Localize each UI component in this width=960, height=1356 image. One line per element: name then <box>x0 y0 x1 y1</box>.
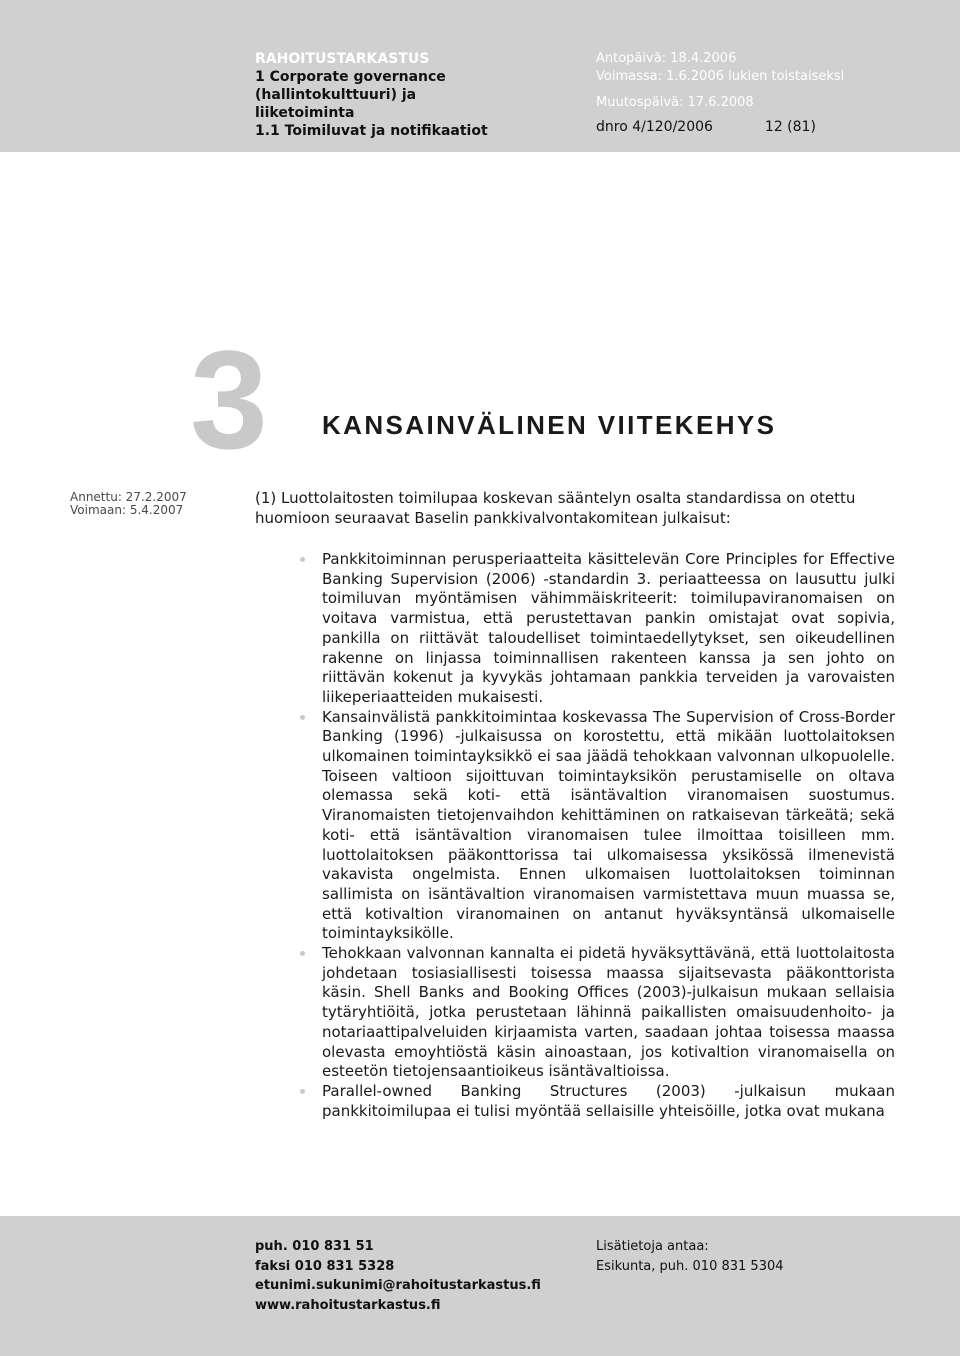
phone-number: puh. 010 831 51 <box>255 1239 374 1254</box>
header-right <box>596 50 916 136</box>
bullet-icon <box>300 715 305 720</box>
info-label: Lisätietoja antaa: <box>596 1239 709 1254</box>
list-item <box>302 550 895 708</box>
header-left <box>255 50 585 140</box>
list-item-text: Parallel-owned Banking Structures (2003) -julkaisun mukaan pankkitoimilupaa ei tulisi myöntää sellaisille yhteisöille, jotka ovat mukana <box>322 1081 895 1120</box>
website-link[interactable]: www.rahoitustarkastus.fi <box>255 1297 441 1313</box>
bullet-icon <box>300 1089 305 1094</box>
fax-number: faksi 010 831 5328 <box>255 1258 395 1274</box>
section-line-2: liiketoiminta <box>255 105 355 121</box>
list-item-text: Kansainvälistä pankkitoimintaa koskevassa The Supervision of Cross-Border Banking (1996) -julkaisussa on korostettu, että mikään luottolaitoksen ulkomainen toimintayksikkö ei saa jäädä tehokkaan valvonnan ulkopuolelle. Toiseen valtioon sijoittuvan toimintayksikön perustamiselle on oltava olemassa sekä koti- että isäntävaltion viranomaisen suostumus. Viranomaisten tietojenvaihdon kehittäminen on ratkaisevan tärkeätä; sekä koti- että isäntävaltion viranomaisen tulee ilmoittaa toisilleen mm. luottolaitoksen pääkonttorissa tai ulkomaisessa yksikössä ilmenevistä vakavista ongelmista. Ennen ulkomaisen luottolaitoksen toiminnan sallimista on isäntävaltion viranomaisen varmistettava muun muassa se, että kotivaltion viranomainen on antanut hyväksyntänsä ulkomaiselle toimintayksikölle. <box>322 707 895 943</box>
footer-info <box>596 1237 784 1276</box>
list-item <box>302 708 895 944</box>
effective-date: Voimaan: 5.4.2007 <box>70 503 184 517</box>
bullet-icon <box>300 951 305 956</box>
modified-date: Muutospäivä: 17.6.2008 <box>596 95 754 110</box>
section-line-1: 1 Corporate governance (hallintokulttuuri) ja <box>255 69 446 103</box>
list-item <box>302 1082 895 1121</box>
validity-date: Voimassa: 1.6.2006 lukien toistaiseksi <box>596 69 845 84</box>
chapter-title: KANSAINVÄLINEN VIITEKEHYS <box>322 410 777 440</box>
chapter-number: 3 <box>190 321 268 478</box>
info-contact: Esikunta, puh. 010 831 5304 <box>596 1258 784 1274</box>
bullet-icon <box>300 557 305 562</box>
list-item-text: Pankkitoiminnan perusperiaatteita käsittelevän Core Principles for Effective Banking Supervision (2006) -standardin 3. periaatteessa on lausuttu julki toimiluvan myöntämisen vähimmäiskriteerit: toimilupaviranomaisen on voitava varmistua, että perustettavan pankin omistajat ovat sopivia, pankilla on riittävät taloudelliset toimintaedellytykset, sen oikeudellinen rakenne on linjassa toiminnallisen rakenteen kanssa ja sen johto on riittävän kokenut ja kyvykäs johtamaan pankkia terveiden ja varovaisten liikeperiaatteiden mukaisesti. <box>322 550 895 706</box>
reference-number: dnro 4/120/2006 <box>596 119 713 135</box>
list-item-text: Tehokkaan valvonnan kannalta ei pidetä hyväksyttävänä, että luottolaitosta johdetaan tosiasiallisesti toisessa maassa sijaitsevasta pääkonttorista käsin. Shell Banks and Booking Offices (2003)-julkaisun mukaan sellaisia tytäryhtiöitä, jotka perustetaan lähinnä paikallisten omaisuudenhoito- ja notariaattipalveluiden kirjaamista varten, saadaan johtaa toisessa maassa olevasta emoyhtiöstä käsin ainoastaan, jos kotivaltion viranomaisella on esteetön tietojensaantioikeus isäntävaltioissa. <box>322 944 895 1081</box>
subsection-title: 1.1 Toimiluvat ja notifikaatiot <box>255 123 488 139</box>
margin-note <box>70 491 187 517</box>
email-address: etunimi.sukunimi@rahoitustarkastus.fi <box>255 1278 541 1293</box>
given-date: Annettu: 27.2.2007 <box>70 490 187 504</box>
reference-row <box>596 118 916 136</box>
issue-date: Antopäivä: 18.4.2006 <box>596 51 737 66</box>
page-indicator: 12 (81) <box>764 119 816 135</box>
list-item <box>302 944 895 1082</box>
bullet-list <box>302 550 895 1121</box>
footer-contact <box>255 1237 541 1315</box>
intro-paragraph: (1) Luottolaitosten toimilupaa koskevan sääntelyn osalta standardissa on otettu huomioon seuraavat Baselin pankkivalvontakomitean julkaisut: <box>255 489 856 527</box>
organization-name: RAHOITUSTARKASTUS <box>255 51 430 67</box>
